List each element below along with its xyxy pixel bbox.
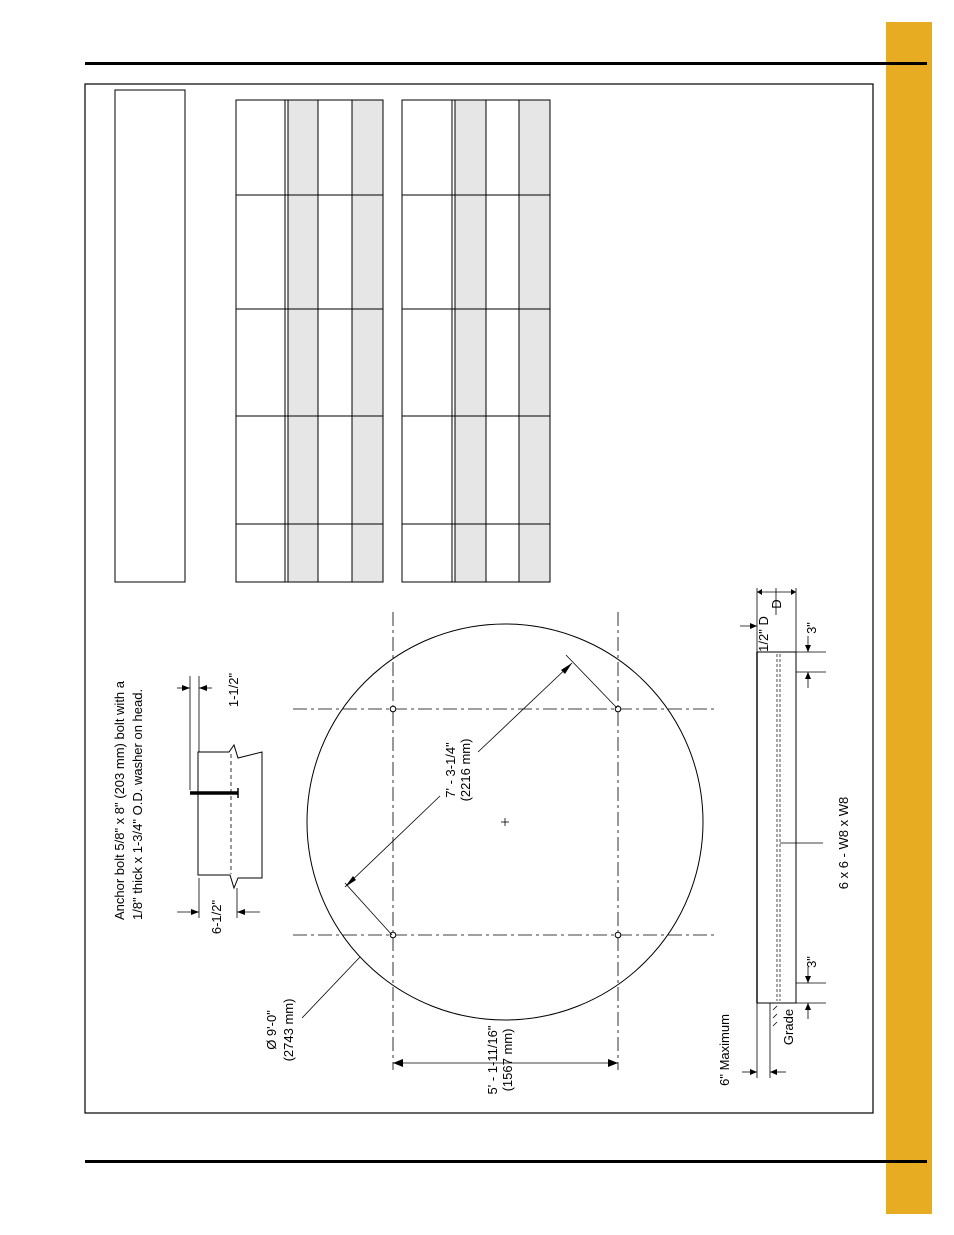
table-2-shade-col-2 [519,100,550,582]
bolt-edge-dimension: 1-1/2" [226,672,241,708]
slab-section-outline [757,652,796,1003]
top-cover-dimension: 3" [804,622,819,634]
half-d-dimension: 1/2" D [756,616,771,652]
bottom-cover-dimension: 3" [804,956,819,968]
diagonal-dimension-mm: (2216 mm) [458,738,473,802]
anchor-note-line-2: 1/8" thick x 1-3/4" O.D. washer on head. [130,688,145,920]
anchor-bolt-detail [177,676,262,918]
spacing-dimension-mm: (1567 mm) [500,1028,515,1092]
spec-table-1 [236,100,383,582]
pad-edge-dimension: 6-1/2" [209,899,224,935]
table-1-shade-col-2 [352,100,383,582]
spec-table-2 [402,100,550,582]
diameter-dimension-mm: (2743 mm) [281,998,296,1062]
diagonal-dimension-ft: 7' - 3-1/4" [443,742,458,798]
anchor-hole [615,932,621,938]
spacing-dimension-ft: 5' - 1-11/16" [485,1025,500,1095]
mesh-label: 6 x 6 - W8 x W8 [836,796,851,890]
table-2-shade-col-1 [455,100,486,582]
slab-plan [293,612,718,1070]
slab-section [740,588,826,1078]
title-box [115,90,185,582]
anchor-hole [390,706,396,712]
grade-label: Grade [781,1008,796,1046]
diameter-dimension-ft: Ø 9'-0" [264,1010,279,1050]
anchor-hole [390,932,396,938]
table-1-shade-col-1 [288,100,318,582]
anchor-note-line-1: Anchor bolt 5/8" x 8" (203 mm) bolt with a [112,680,127,920]
max-above-grade-label: 6" Maximum [717,1014,732,1086]
d-dimension: D [769,599,784,609]
